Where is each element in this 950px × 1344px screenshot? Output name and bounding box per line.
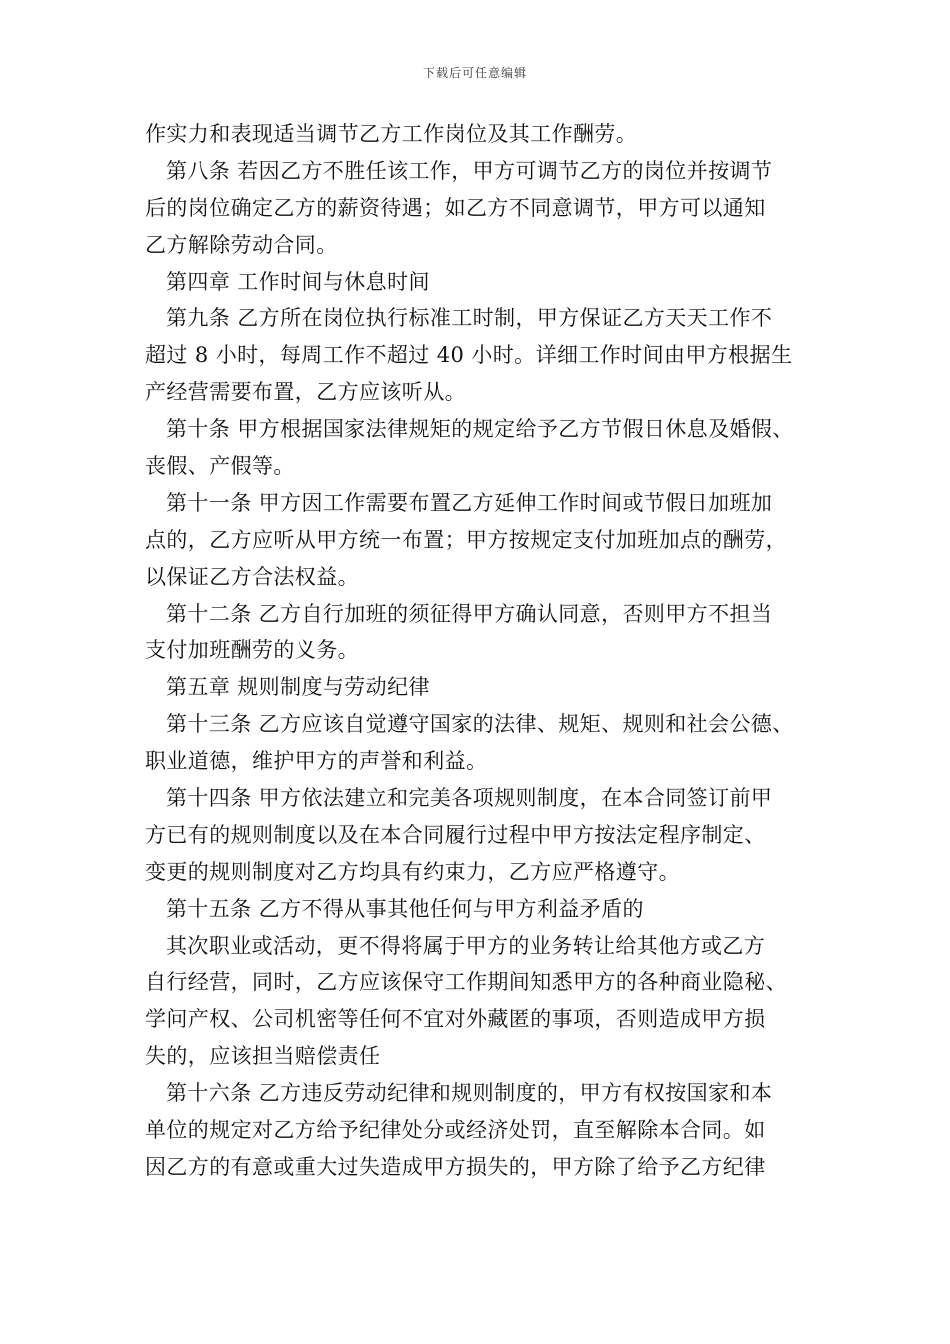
text-line: 丧假、产假等。 <box>145 454 295 479</box>
text-line: 方已有的规则制度以及在本合同履行过程中甲方按法定程序制定、 <box>145 822 766 847</box>
text-line: 作实力和表现适当调节乙方工作岗位及其工作酬劳。 <box>145 122 638 146</box>
text-line: 自行经营，同时，乙方应该保守工作期间知悉甲方的各种商业隐秘、 <box>145 970 787 995</box>
text-line: 以保证乙方合法权益。 <box>145 564 359 589</box>
text-line: 第四章 工作时间与休息时间 <box>166 269 430 294</box>
text-line: 支付加班酬劳的义务。 <box>145 638 359 663</box>
text-line: 点的，乙方应听从甲方统一布置；甲方按规定支付加班加点的酬劳， <box>145 527 787 552</box>
text-line: 后的岗位确定乙方的薪资待遇；如乙方不同意调节，甲方可以通知 <box>145 195 766 220</box>
text-line: 产经营需要布置，乙方应该听从。 <box>145 380 466 405</box>
text-line: 失的，应该担当赔偿责任 <box>145 1044 381 1069</box>
text-line: 第十五条 乙方不得从事其他任何与甲方利益矛盾的 <box>166 896 644 921</box>
text-line: 第十三条 乙方应该自觉遵守国家的法律、规矩、规则和社会公德、 <box>166 712 794 737</box>
text-line: 第九条 乙方所在岗位执行标准工时制，甲方保证乙方天天工作不 <box>166 306 773 331</box>
text-line: 变更的规则制度对乙方均具有约束力，乙方应严格遵守。 <box>145 859 680 884</box>
text-line: 学问产权、公司机密等任何不宜对外藏匿的事项，否则造成甲方损 <box>145 1007 766 1032</box>
text-line: 职业道德，维护甲方的声誉和利益。 <box>145 749 488 774</box>
text-line: 第十六条 乙方违反劳动纪律和规则制度的，甲方有权按国家和本 <box>166 1081 773 1106</box>
page-header: 下载后可任意编辑 <box>422 66 527 80</box>
text-line: 其次职业或活动，更不得将属于甲方的业务转让给其他方或乙方 <box>166 933 766 958</box>
text-line: 第五章 规则制度与劳动纪律 <box>166 675 430 700</box>
text-line: 第十一条 甲方因工作需要布置乙方延伸工作时间或节假日加班加 <box>166 490 773 515</box>
text-line: 第十四条 甲方依法建立和完美各项规则制度，在本合同签订前甲 <box>166 786 773 811</box>
document-body <box>145 116 835 1186</box>
text-line: 单位的规定对乙方给予纪律处分或经济处罚，直至解除本合同。如 <box>145 1118 766 1143</box>
text-line: 超过 8 小时，每周工作不超过 40 小时。详细工作时间由甲方根据生 <box>145 343 793 368</box>
text-line: 第十二条 乙方自行加班的须征得甲方确认同意，否则甲方不担当 <box>166 601 773 626</box>
text-line: 乙方解除劳动合同。 <box>145 232 338 257</box>
text-line: 第八条 若因乙方不胜任该工作，甲方可调节乙方的岗位并按调节 <box>166 158 773 183</box>
text-line: 第十条 甲方根据国家法律规矩的规定给予乙方节假日休息及婚假、 <box>166 417 794 442</box>
text-line: 因乙方的有意或重大过失造成甲方损失的，甲方除了给予乙方纪律 <box>145 1154 766 1179</box>
